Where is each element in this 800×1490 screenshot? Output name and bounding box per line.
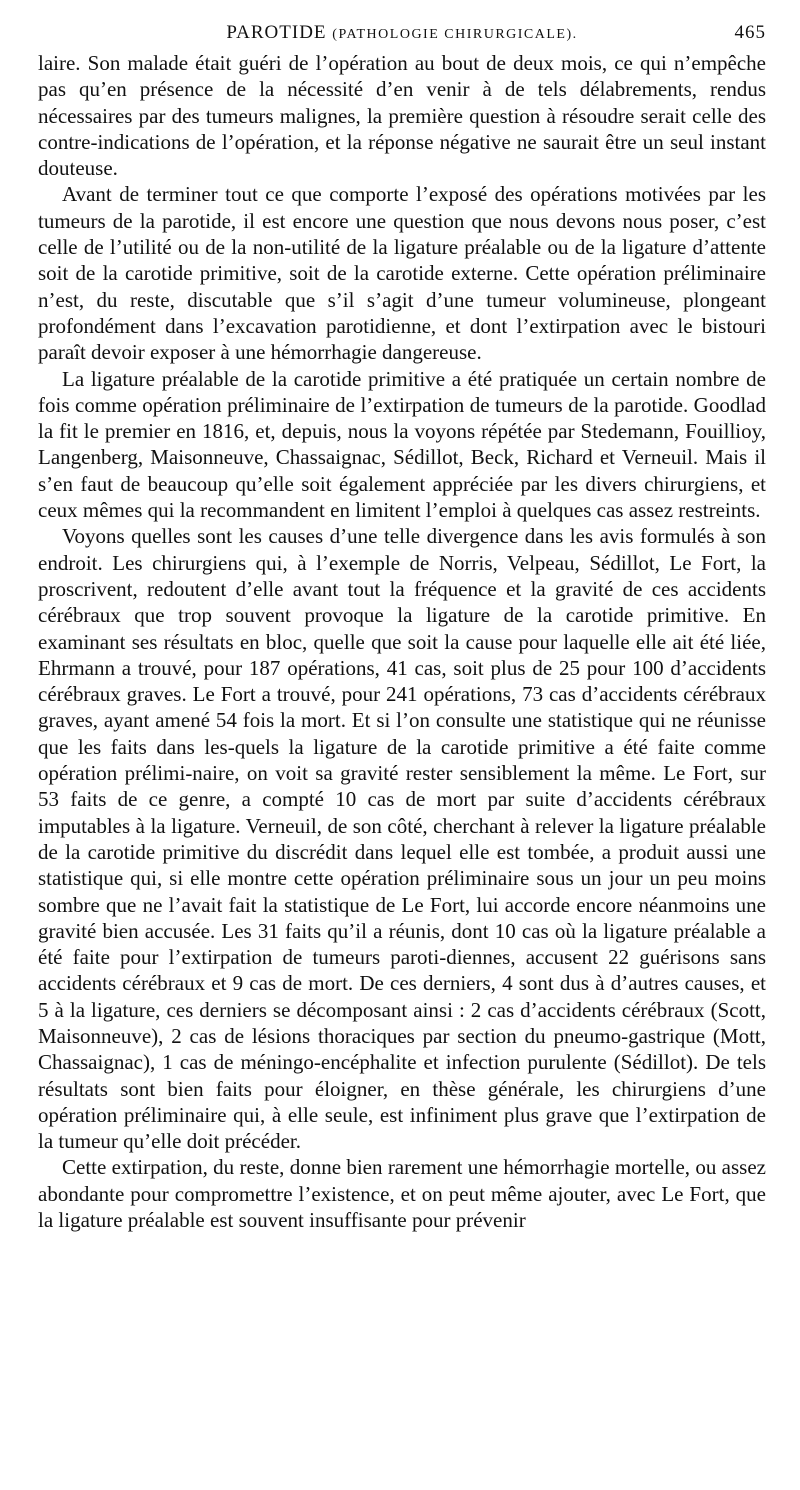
paragraph-2: Avant de terminer tout ce que comporte l’exposé des opérations motivées par les tumeurs de la parotide, il est encore une question que nous devons nous poser, c’est celle de l’utilité ou de la non-utilité de la ligature préalable ou de la ligature d’attente soit de la carotide primitive, soit de la carotide externe. Cette opération préliminaire n’est, du reste, discutable que s’il s’agit d’une tumeur volumineuse, plongeant profondément dans l’excavation parotidienne, et dont l’extirpation avec le bistouri paraît devoir exposer à une hémorrhagie dangereuse. [38, 182, 766, 365]
page-number: 465 [734, 22, 766, 43]
running-title [38, 22, 766, 44]
running-title-sub: (PATHOLOGIE CHIRURGICALE). [332, 27, 578, 42]
running-header [38, 22, 766, 50]
running-title-main: PAROTIDE [226, 22, 327, 43]
book-page [38, 22, 766, 1233]
body-text [38, 50, 766, 1233]
paragraph-4: Voyons quelles sont les causes d’une telle divergence dans les avis formulés à son endroit. Les chirurgiens qui, à l’exemple de Norris, Velpeau, Sédillot, Le Fort, la proscrivent, redoutent d’elle avant tout la fréquence et la gravité de ces accidents cérébraux que trop souvent provoque la ligature de la carotide primitive. En examinant ses résultats en bloc, quelle que soit la cause pour laquelle elle ait été liée, Ehrmann a trouvé, pour 187 opérations, 41 cas, soit plus de 25 pour 100 d’accidents cérébraux graves. Le Fort a trouvé, pour 241 opérations, 73 cas d’accidents cérébraux graves, ayant amené 54 fois la mort. Et si l’on consulte une statistique qui ne réunisse que les faits dans les-quels la ligature de la carotide primitive a été faite comme opération prélimi-naire, on voit sa gravité rester sensiblement la même. Le Fort, sur 53 faits de ce genre, a compté 10 cas de mort par suite d’accidents cérébraux imputables à la ligature. Verneuil, de son côté, cherchant à relever la ligature préalable de la carotide primitive du discrédit dans lequel elle est tombée, a produit aussi une statistique qui, si elle montre cette opération préliminaire sous un jour un peu moins sombre que ne l’avait fait la statistique de Le Fort, lui accorde encore néanmoins une gravité bien accusée. Les 31 faits qu’il a réunis, dont 10 cas où la ligature préalable a été faite pour l’extirpation de tumeurs paroti-diennes, accusent 22 guérisons sans accidents cérébraux et 9 cas de mort. De ces derniers, 4 sont dus à d’autres causes, et 5 à la ligature, ces derniers se décomposant ainsi : 2 cas d’accidents cérébraux (Scott, Maisonneuve), 2 cas de lésions thoraciques par section du pneumo-gastrique (Mott, Chassaignac), 1 cas de méningo-encéphalite et infection purulente (Sédillot). De tels résultats sont bien faits pour éloigner, en thèse générale, les chirurgiens d’une opération préliminaire qui, à elle seule, est infiniment plus grave que l’extirpation de la tumeur qu’elle doit précéder. [38, 524, 766, 1154]
paragraph-5: Cette extirpation, du reste, donne bien rarement une hémorrhagie mortelle, ou assez abondante pour compromettre l’existence, et on peut même ajouter, avec Le Fort, que la ligature préalable est souvent insuffisante pour prévenir [38, 1155, 766, 1233]
paragraph-1: laire. Son malade était guéri de l’opération au bout de deux mois, ce qui n’empêche pas qu’en présence de la nécessité d’en venir à de tels délabrements, rendus nécessaires par des tumeurs malignes, la première question à résoudre serait celle des contre-indications de l’opération, et la réponse négative ne saurait être un seul instant douteuse. [38, 51, 766, 181]
paragraph-3: La ligature préalable de la carotide primitive a été pratiquée un certain nombre de fois comme opération préliminaire de l’extirpation de tumeurs de la parotide. Goodlad la fit le premier en 1816, et, depuis, nous la voyons répétée par Stedemann, Fouillioy, Langenberg, Maisonneuve, Chassaignac, Sédillot, Beck, Richard et Verneuil. Mais il s’en faut de beaucoup qu’elle soit également appréciée par les divers chirurgiens, et ceux mêmes qui la recommandent en limitent l’emploi à quelques cas assez restreints. [38, 366, 766, 523]
